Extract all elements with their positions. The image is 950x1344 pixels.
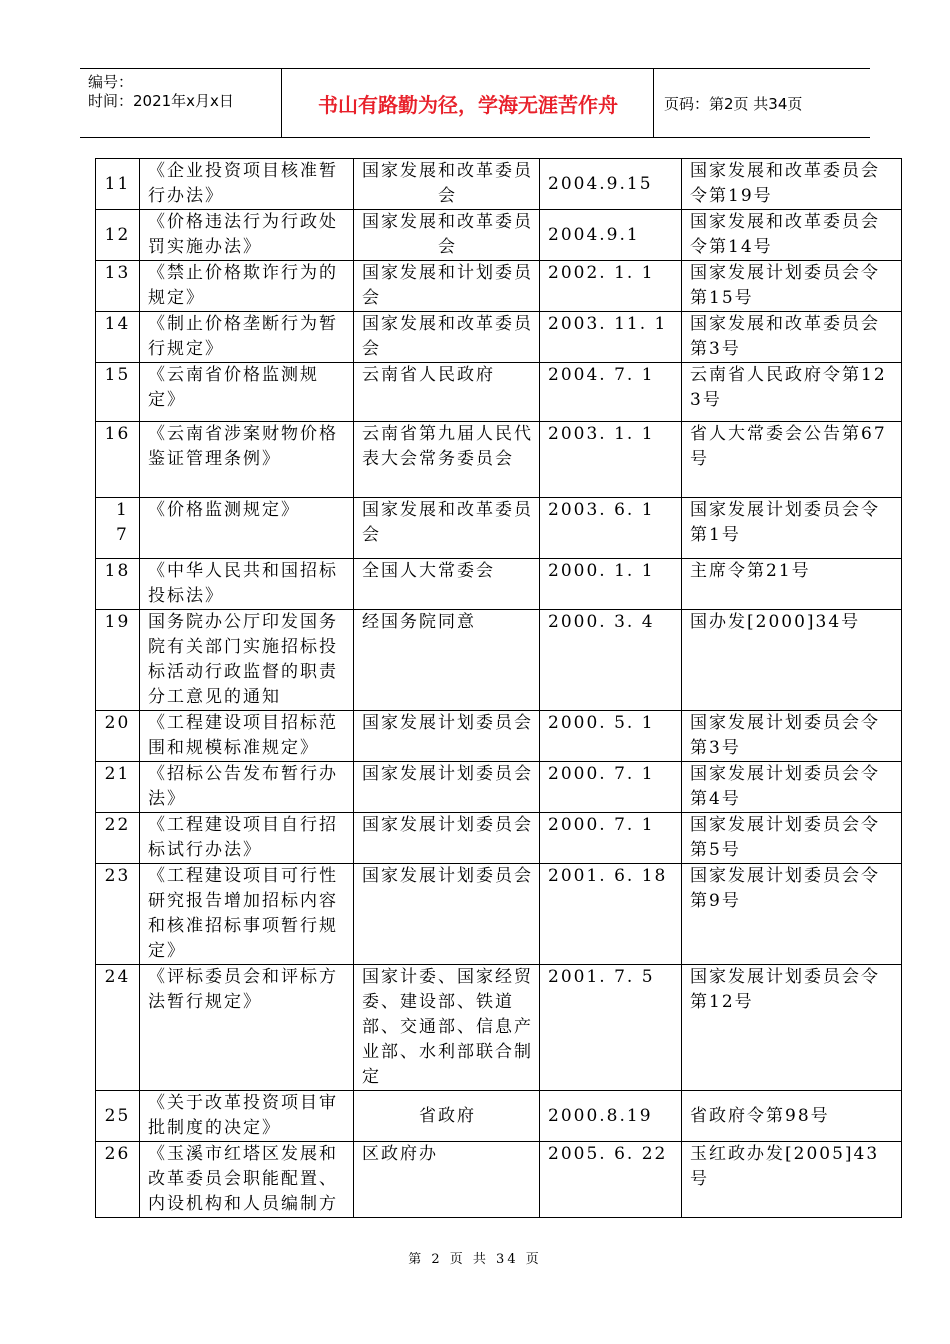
regulation-name: 《企业投资项目核准暂行办法》: [140, 159, 354, 210]
regulation-name: 《云南省涉案财物价格鉴证管理条例》: [140, 422, 354, 498]
row-number: 16: [96, 422, 140, 498]
document-number: 国家发展计划委员会令第15号: [682, 261, 902, 312]
table-row: [96, 559, 902, 610]
regulation-name: 《价格违法行为行政处罚实施办法》: [140, 210, 354, 261]
row-number: 26: [96, 1142, 140, 1218]
effective-date: 2004.9.15: [540, 159, 682, 210]
document-number: 云南省人民政府令第123号: [682, 363, 902, 422]
effective-date: 2004. 7. 1: [540, 363, 682, 422]
table-row: [96, 1142, 902, 1218]
document-number: 主席令第21号: [682, 559, 902, 610]
issuing-body: 省政府: [354, 1091, 540, 1142]
row-number: 18: [96, 559, 140, 610]
effective-date: 2003. 6. 1: [540, 498, 682, 559]
row-number: 15: [96, 363, 140, 422]
document-number: 国家发展和改革委员会令第19号: [682, 159, 902, 210]
effective-date: 2000. 3. 4: [540, 610, 682, 711]
document-number: 国家发展和改革委员会第3号: [682, 312, 902, 363]
issuing-body: 国家发展计划委员会: [354, 813, 540, 864]
issuing-body: 全国人大常委会: [354, 559, 540, 610]
row-number: 11: [96, 159, 140, 210]
document-number: 省政府令第98号: [682, 1091, 902, 1142]
effective-date: 2002. 1. 1: [540, 261, 682, 312]
document-number: 国家发展计划委员会令第1号: [682, 498, 902, 559]
table-row: [96, 1091, 902, 1142]
table-row: [96, 965, 902, 1091]
effective-date: 2000.8.19: [540, 1091, 682, 1142]
page-header: [80, 68, 870, 138]
regulation-name: 《中华人民共和国招标投标法》: [140, 559, 354, 610]
effective-date: 2001. 6. 18: [540, 864, 682, 965]
effective-date: 2000. 5. 1: [540, 711, 682, 762]
issuing-body: 国家发展和改革委员会: [354, 498, 540, 559]
document-number: 国办发[2000]34号: [682, 610, 902, 711]
row-number: 22: [96, 813, 140, 864]
effective-date: 2005. 6. 22: [540, 1142, 682, 1218]
row-number: 20: [96, 711, 140, 762]
row-number: 19: [96, 610, 140, 711]
row-number: 14: [96, 312, 140, 363]
regulation-name: 《评标委员会和评标方法暂行规定》: [140, 965, 354, 1091]
serial-label: 编号：: [88, 73, 134, 91]
document-number: 国家发展和改革委员会令第14号: [682, 210, 902, 261]
table-row: [96, 610, 902, 711]
issuing-body: 云南省人民政府: [354, 363, 540, 422]
row-number: 17: [96, 498, 140, 559]
document-number: 玉红政办发[2005]43号: [682, 1142, 902, 1218]
effective-date: 2000. 7. 1: [540, 762, 682, 813]
issuing-body: 国家发展和改革委员会: [354, 159, 540, 210]
table-row: [96, 159, 902, 210]
document-number: 国家发展计划委员会令第12号: [682, 965, 902, 1091]
table-row: [96, 762, 902, 813]
regulation-name: 《关于改革投资项目审批制度的决定》: [140, 1091, 354, 1142]
issuing-body: 国家发展和改革委员会: [354, 210, 540, 261]
issuing-body: 国家发展计划委员会: [354, 864, 540, 965]
row-number: 25: [96, 1091, 140, 1142]
regulation-name: 《工程建设项目可行性研究报告增加招标内容和核准招标事项暂行规定》: [140, 864, 354, 965]
issuing-body: 国家发展和改革委员会: [354, 312, 540, 363]
regulation-name: 国务院办公厅印发国务院有关部门实施招标投标活动行政监督的职责分工意见的通知: [140, 610, 354, 711]
page-footer: 第 2 页 共 34 页: [408, 1252, 542, 1267]
row-number: 21: [96, 762, 140, 813]
table-row: [96, 422, 902, 498]
effective-date: 2000. 1. 1: [540, 559, 682, 610]
regulation-name: 《玉溪市红塔区发展和改革委员会职能配置、内设机构和人员编制方: [140, 1142, 354, 1218]
regulation-name: 《价格监测规定》: [140, 498, 354, 559]
effective-date: 2000. 7. 1: [540, 813, 682, 864]
regulation-name: 《招标公告发布暂行办法》: [140, 762, 354, 813]
row-number: 23: [96, 864, 140, 965]
row-number: 12: [96, 210, 140, 261]
row-number: 24: [96, 965, 140, 1091]
issuing-body: 区政府办: [354, 1142, 540, 1218]
header-meta: [80, 69, 282, 137]
effective-date: 2003. 1. 1: [540, 422, 682, 498]
issuing-body: 云南省第九届人民代表大会常务委员会: [354, 422, 540, 498]
regulation-name: 《云南省价格监测规定》: [140, 363, 354, 422]
effective-date: 2001. 7. 5: [540, 965, 682, 1091]
table-row: [96, 498, 902, 559]
table-row: [96, 312, 902, 363]
table-row: [96, 711, 902, 762]
row-number: 13: [96, 261, 140, 312]
table-row: [96, 210, 902, 261]
document-number: 国家发展计划委员会令第3号: [682, 711, 902, 762]
header-page-info: 页码：第2页 共34页: [664, 94, 803, 113]
document-number: 省人大常委会公告第67号: [682, 422, 902, 498]
document-number: 国家发展计划委员会令第4号: [682, 762, 902, 813]
issuing-body: 经国务院同意: [354, 610, 540, 711]
time-label: 时间：2021年x月x日: [88, 92, 234, 110]
table-row: [96, 813, 902, 864]
document-number: 国家发展计划委员会令第5号: [682, 813, 902, 864]
issuing-body: 国家计委、国家经贸委、建设部、铁道部、交通部、信息产业部、水利部联合制定: [354, 965, 540, 1091]
table-row: [96, 864, 902, 965]
issuing-body: 国家发展计划委员会: [354, 762, 540, 813]
table-row: [96, 363, 902, 422]
issuing-body: 国家发展和计划委员会: [354, 261, 540, 312]
regulation-name: 《制止价格垄断行为暂行规定》: [140, 312, 354, 363]
effective-date: 2004.9.1: [540, 210, 682, 261]
regulation-name: 《禁止价格欺诈行为的规定》: [140, 261, 354, 312]
document-number: 国家发展计划委员会令第9号: [682, 864, 902, 965]
issuing-body: 国家发展计划委员会: [354, 711, 540, 762]
effective-date: 2003. 11. 1: [540, 312, 682, 363]
regulation-name: 《工程建设项目招标范围和规模标准规定》: [140, 711, 354, 762]
regulation-name: 《工程建设项目自行招标试行办法》: [140, 813, 354, 864]
table-row: [96, 261, 902, 312]
header-motto: 书山有路勤为径，学海无涯苦作舟: [283, 69, 654, 137]
regulations-table: [95, 158, 902, 1218]
